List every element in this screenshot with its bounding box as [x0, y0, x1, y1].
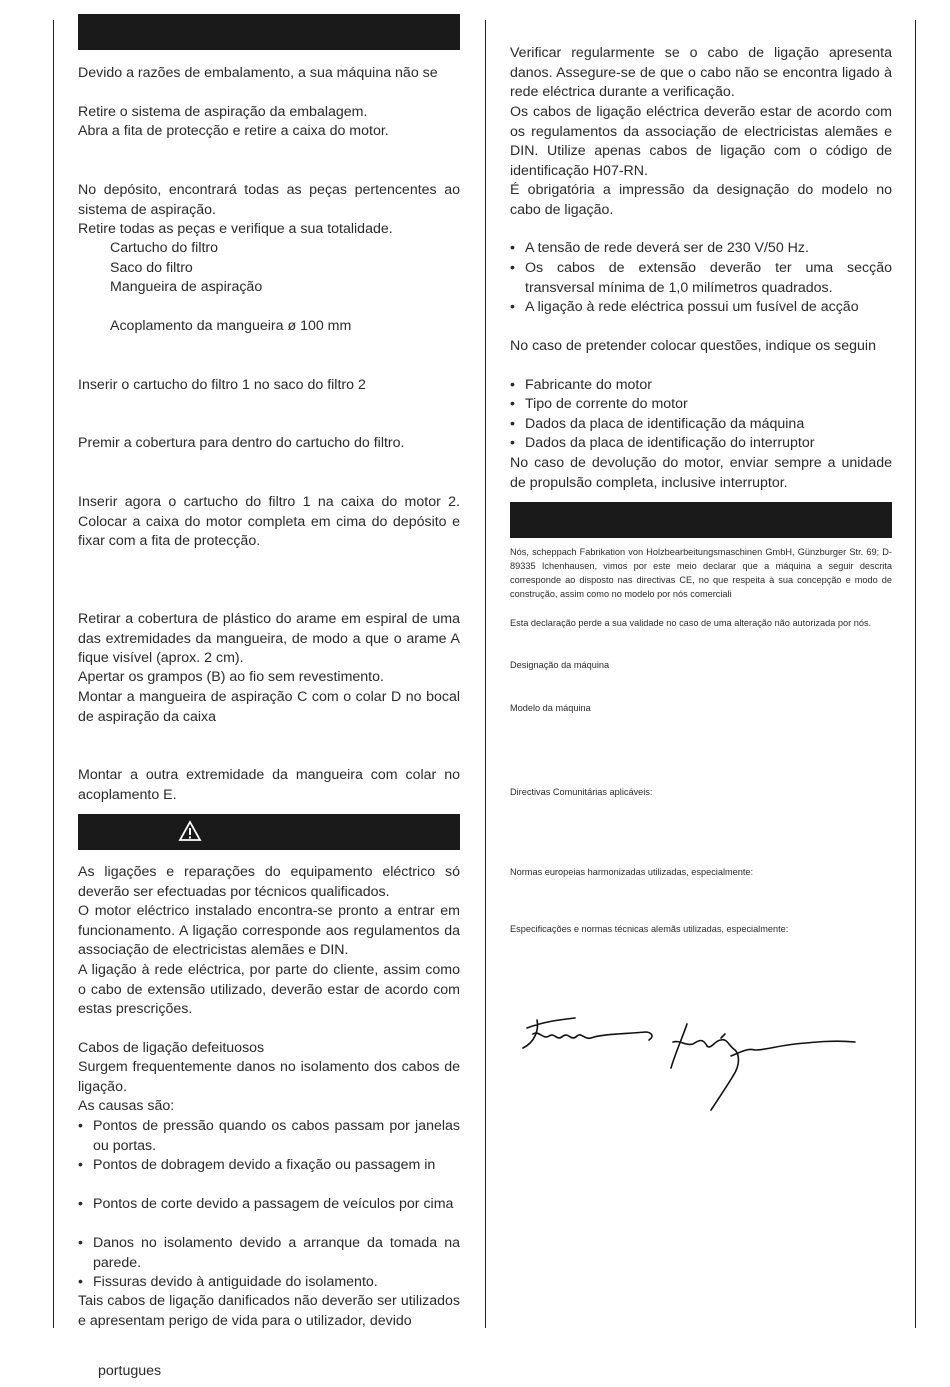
mount-other-end: Montar a outra extremidade da mangueira com colar no acoplamento E. [78, 767, 460, 803]
open-protective-tape: Abra a fita de protecção e retire a caixa do motor. [78, 123, 389, 139]
declaration-text: Nós, scheppach Fabrikation von Holzbearbeitungsmaschinen GmbH, Günzburger Str. 69; D-89335 Ichenhausen, vimos por este meio declarar que a máquina a seguir descrita corresponde ao disposto nas directivas CE, no que respeita à sua concepção e modo de construção, assim como no modelo por nós comerciali [510, 547, 892, 599]
tank-contents: No depósito, encontrará todas as peças pertencentes ao sistema de aspiração. [78, 182, 460, 218]
norms-label: Normas europeias harmonizadas utilizadas, especialmente: [510, 867, 754, 877]
check-cable-regularly: Verificar regularmente se o cabo de ligação apresenta danos. Assegure-se de que o cabo não se encontra ligado à rede eléctrica durante a verificação. [510, 45, 892, 100]
list-item: • Dados da placa de identificação do interruptor [510, 435, 815, 451]
remove-suction-system: Retire o sistema de aspiração da embalagem. [78, 104, 368, 120]
cable-regulations: Os cabos de ligação eléctrica deverão estar de acordo com os regulamentos da associação de electricistas alemães e DIN. Utilize apenas cabos de ligação com o código de identificação H07-RN. [510, 104, 892, 179]
machine-designation-label: Designação da máquina [510, 660, 610, 670]
press-cover: Premir a cobertura para dentro do cartucho do filtro. [78, 435, 405, 451]
machine-model-label: Modelo da máquina [510, 703, 591, 713]
mount-suction-hose: Montar a mangueira de aspiração C com o colar D no bocal de aspiração da caixa [78, 689, 460, 725]
page-language-footer: portugues [98, 1363, 162, 1379]
list-item: • Dados da placa de identificação da máquina [510, 416, 805, 432]
declaration-validity: Esta declaração perde a sua validade no caso de uma alteração não autorizada por nós. [510, 618, 872, 628]
insulation-damage: Surgem frequentemente danos no isolamento dos cabos de ligação. [78, 1059, 460, 1095]
packaging-note: Devido a razões de embalamento, a sua máquina não se [78, 65, 438, 81]
list-item: • A tensão de rede deverá ser de 230 V/50 Hz. [510, 240, 809, 256]
motor-ready: O motor eléctrico instalado encontra-se pronto a entrar em funcionamento. A ligação corresponde aos regulamentos da associação de electricistas alemães e DIN. [78, 903, 460, 958]
part-item: Saco do filtro [110, 260, 193, 276]
list-item: • A ligação à rede eléctrica possui um fusível de acção [510, 299, 859, 315]
defective-cables-heading: Cabos de ligação defeituosos [78, 1040, 265, 1056]
list-item: • Danos no isolamento devido a arranque da tomada na parede. [78, 1235, 460, 1271]
qualified-technicians: As ligações e reparações do equipamento eléctrico só deverão ser efectuadas por técnicos qualificados. [78, 864, 460, 900]
section-header-bar-top-left [78, 14, 460, 50]
list-item: • Os cabos de extensão deverão ter uma secção transversal mínima de 1,0 milímetros quadrados. [510, 260, 892, 296]
damaged-cables-warning: Tais cabos de ligação danificados não deverão ser utilizados e apresentam perigo de vida para o utilizador, devido [78, 1293, 460, 1329]
part-item-coupling: Acoplamento da mangueira ø 100 mm [110, 318, 352, 334]
list-item: • Pontos de pressão quando os cabos passam por janelas ou portas. [78, 1118, 460, 1154]
section-header-bar-declaration [510, 502, 892, 538]
model-designation-print: É obrigatória a impressão da designação do modelo no cabo de ligação. [510, 182, 892, 218]
part-item: Cartucho do filtro [110, 240, 219, 256]
list-item: • Tipo de corrente do motor [510, 396, 688, 412]
right-margin-rule [915, 20, 916, 1328]
customer-connection: A ligação à rede eléctrica, por parte do cliente, assim como o cabo de extensão utilizado, deverão estar de acordo com estas prescrições. [78, 962, 460, 1017]
check-completeness: Retire todas as peças e verifique a sua totalidade. [78, 221, 393, 237]
list-item: • Fabricante do motor [510, 377, 652, 393]
warning-header-bar [78, 814, 460, 850]
signature [515, 1010, 860, 1120]
remove-plastic-cover: Retirar a cobertura de plástico do arame em espiral de uma das extremidades da mangueira, de modo a que o arame A fique visível (aprox. 2 cm). [78, 611, 460, 666]
tighten-clamps: Apertar os grampos (B) ao fio sem revestimento. [78, 669, 384, 685]
warning-triangle-icon [178, 820, 202, 842]
left-margin-rule [53, 20, 54, 1328]
list-item: • Pontos de dobragem devido a fixação ou passagem in [78, 1157, 436, 1173]
list-item: • Fissuras devido à antiguidade do isolamento. [78, 1274, 378, 1290]
motor-return-note: No caso de devolução do motor, enviar sempre a unidade de propulsão completa, inclusive interruptor. [510, 455, 892, 491]
insert-cartridge-motor: Inserir agora o cartucho do filtro 1 na caixa do motor 2. Colocar a caixa do motor completa em cima do depósito e fixar com a fita de protecção. [78, 494, 460, 549]
questions-note: No caso de pretender colocar questões, indique os seguin [510, 338, 876, 354]
directives-label: Directivas Comunitárias aplicáveis: [510, 787, 653, 797]
center-column-rule [485, 20, 486, 1328]
list-item: • Pontos de corte devido a passagem de veículos por cima [78, 1196, 454, 1212]
insert-filter-cartridge: Inserir o cartucho do filtro 1 no saco do filtro 2 [78, 377, 366, 393]
specs-label: Especificações e normas técnicas alemãs utilizadas, especialmente: [510, 924, 789, 934]
causes-label: As causas são: [78, 1098, 175, 1114]
part-item: Mangueira de aspiração [110, 279, 263, 295]
